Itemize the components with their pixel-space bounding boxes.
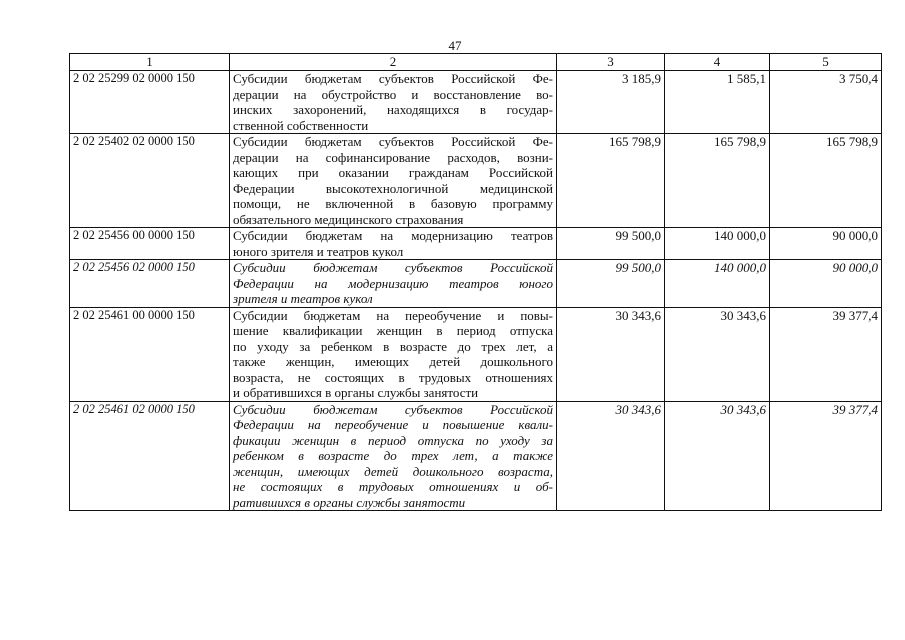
revenue-description — [230, 260, 557, 308]
description-line: дерации на обустройство и восстановление во- — [233, 86, 553, 102]
table-row — [70, 401, 882, 511]
description-line: кающих при оказании гражданам Российской — [233, 165, 553, 180]
budget-classification-code: 2 02 25461 00 0000 150 — [70, 307, 230, 401]
description-line: ственной собственности — [233, 117, 369, 133]
revenue-description — [230, 401, 557, 511]
page-number: 47 — [448, 38, 462, 53]
table-row — [70, 260, 882, 308]
description-line: помощи, не включенной в базовую программу — [233, 196, 553, 211]
description-line: Субсидии бюджетам субъектов Российской — [233, 401, 553, 417]
description-line: дерации на софинансирование расходов, возни- — [233, 149, 553, 165]
description-line: юного зрителя и театров кукол — [233, 243, 404, 259]
amount-column-3: 30 343,6 — [557, 401, 665, 511]
description-line: Субсидии бюджетам на модернизацию театров — [233, 228, 553, 243]
amount-column-5: 39 377,4 — [770, 307, 882, 401]
description-line: Федерации высокотехнологичной медицинской — [233, 180, 553, 196]
table-row — [70, 228, 882, 260]
amount-column-4: 30 343,6 — [665, 307, 770, 401]
budget-classification-code: 2 02 25299 02 0000 150 — [70, 71, 230, 134]
description-line: Субсидии бюджетам субъектов Российской — [233, 260, 553, 275]
column-header-4: 4 — [665, 54, 770, 71]
budget-classification-code: 2 02 25456 00 0000 150 — [70, 228, 230, 260]
description-line: возраста, не состоящих в трудовых отношениях — [233, 369, 553, 385]
amount-column-3: 99 500,0 — [557, 228, 665, 260]
description-line: Субсидии бюджетам на переобучение и повы- — [233, 307, 553, 323]
table-row — [70, 134, 882, 228]
description-line: по уходу за ребенком в возрасте до трех лет, а — [233, 338, 553, 354]
revenue-description — [230, 134, 557, 228]
description-line: Федерации на модернизацию театров юного — [233, 275, 553, 291]
amount-column-5: 165 798,9 — [770, 134, 882, 228]
column-header-1: 1 — [70, 54, 230, 71]
description-line: зрителя и театров кукол — [233, 291, 373, 306]
description-line: Федерации на переобучение и повышение квали- — [233, 417, 553, 432]
amount-column-4: 1 585,1 — [665, 71, 770, 134]
description-line: ратившихся в органы службы занятости — [233, 494, 466, 510]
description-line: женщин, имеющих детей дошкольного возраста, — [233, 463, 553, 479]
description-line: инских захоронений, находящихся в государ- — [233, 102, 553, 117]
description-line: Субсидии бюджетам субъектов Российской Фе- — [233, 71, 553, 86]
revenue-description — [230, 307, 557, 401]
table-row — [70, 71, 882, 134]
column-number-row — [70, 54, 882, 71]
description-line: Субсидии бюджетам субъектов Российской Фе- — [233, 134, 553, 149]
amount-column-3: 165 798,9 — [557, 134, 665, 228]
column-header-3: 3 — [557, 54, 665, 71]
table-row — [70, 307, 882, 401]
amount-column-3: 30 343,6 — [557, 307, 665, 401]
revenue-description — [230, 71, 557, 134]
revenue-description — [230, 228, 557, 260]
amount-column-5: 3 750,4 — [770, 71, 882, 134]
description-line: шение квалификации женщин в период отпуска — [233, 323, 553, 338]
amount-column-4: 140 000,0 — [665, 260, 770, 308]
amount-column-5: 39 377,4 — [770, 401, 882, 511]
budget-classification-code: 2 02 25461 02 0000 150 — [70, 401, 230, 511]
amount-column-5: 90 000,0 — [770, 228, 882, 260]
amount-column-4: 140 000,0 — [665, 228, 770, 260]
budget-revenue-table — [69, 53, 882, 511]
amount-column-3: 99 500,0 — [557, 260, 665, 308]
amount-column-3: 3 185,9 — [557, 71, 665, 134]
description-line: обязательного медицинского страхования — [233, 211, 464, 227]
amount-column-5: 90 000,0 — [770, 260, 882, 308]
column-header-2: 2 — [230, 54, 557, 71]
column-header-5: 5 — [770, 54, 882, 71]
budget-classification-code: 2 02 25456 02 0000 150 — [70, 260, 230, 308]
description-line: ребенком в возрасте до трех лет, а также — [233, 448, 553, 463]
description-line: фикации женщин в период отпуска по уходу за — [233, 432, 553, 448]
description-line: не состоящих в трудовых отношениях и об- — [233, 479, 553, 494]
amount-column-4: 30 343,6 — [665, 401, 770, 511]
description-line: и обратившихся в органы службы занятости — [233, 385, 479, 400]
budget-classification-code: 2 02 25402 02 0000 150 — [70, 134, 230, 228]
description-line: также женщин, имеющих детей дошкольного — [233, 354, 553, 369]
amount-column-4: 165 798,9 — [665, 134, 770, 228]
